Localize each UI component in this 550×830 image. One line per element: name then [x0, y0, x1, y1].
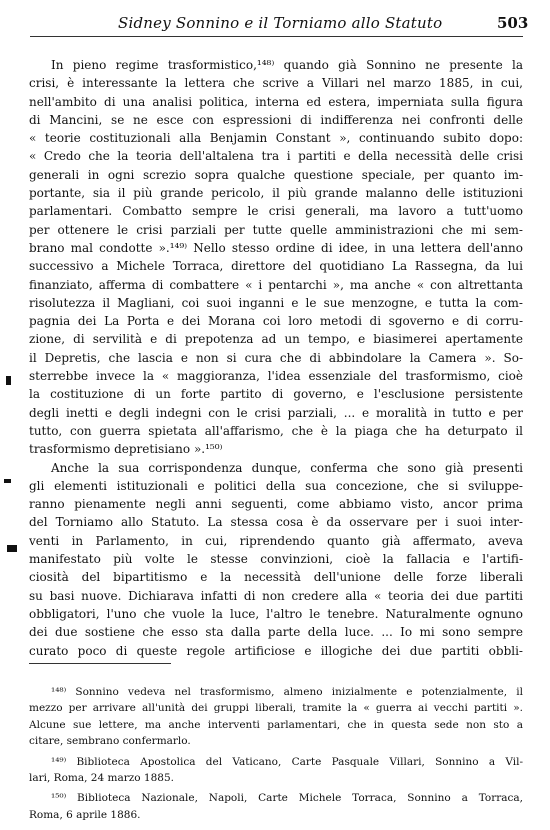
body-line: degli inetti e degli indegni con le crisi parziali, ... e moralità in tutto e per [29, 405, 523, 420]
footnote-line: lari, Roma, 24 marzo 1885. [29, 771, 174, 784]
margin-mark [7, 545, 17, 552]
body-line: generali in ogni screzio sopra qualche questione speciale, per quanto im- [29, 167, 523, 182]
margin-mark [6, 376, 11, 385]
body-line: ranno pienamente negli anni seguenti, come abbiamo visto, ancor prima [29, 497, 523, 512]
body-line: tutto, con guerra spietata all'affarismo, che è la piaga che ha deturpato il [29, 423, 523, 438]
margin-mark [4, 479, 11, 483]
body-line: Anche la sua corrispondenza dunque, conferma che sono già presenti [51, 460, 523, 475]
footnote-line: ¹⁵⁰⁾ Biblioteca Nazionale, Napoli, Carte Michele Torraca, Sonnino a Torraca, [51, 792, 523, 805]
running-title: Sidney Sonnino e il Torniamo allo Statuto [118, 14, 443, 32]
body-line: successivo a Michele Torraca, direttore del quotidiano La Rassegna, da lui [29, 259, 523, 274]
body-line: risolutezza il Magliani, coi suoi inganni e le sue menzogne, e tutta la com- [29, 295, 523, 310]
body-line: gli elementi istituzionali e politici della sua concezione, che si sviluppe- [29, 478, 523, 493]
footnote-line: citare, sembrano confermarlo. [29, 735, 191, 748]
body-line: crisi, è interessante la lettera che scrive a Villari nel marzo 1885, in cui, [29, 76, 523, 91]
footnote-line: ¹⁴⁹⁾ Biblioteca Apostolica del Vaticano, Carte Pasquale Villari, Sonnino a Vil- [51, 755, 523, 768]
body-line: brano mal condotte ».¹⁴⁹⁾ Nello stesso ordine di idee, in una lettera dell'anno [29, 240, 523, 255]
page-number: 503 [497, 14, 529, 32]
body-line: di Mancini, se ne esce con espressioni di indifferenza nei confronti delle [29, 112, 523, 127]
body-line: nell'ambito di una analisi politica, interna ed estera, imperniata sulla figura [29, 94, 523, 109]
body-line: dei due sostiene che esso sta dalla parte della luce. ... Io mi sono sempre [29, 625, 523, 640]
body-line: manifestato più volte le stesse convinzioni, cioè la fallacia e l'artifi- [29, 552, 523, 567]
body-line: « Credo che la teoria dell'altalena tra i partiti e della necessità delle crisi [29, 149, 523, 164]
page-header [0, 0, 550, 32]
body-line: « teorie costituzionali alla Benjamin Constant », continuando subito dopo: [29, 131, 523, 146]
body-line: il Depretis, che lascia e non si cura che di abbindolare la Camera ». So- [29, 350, 523, 365]
footnotes [29, 684, 523, 823]
body-line: finanziato, afferma di combattere « i pentarchi », ma anche « con altrettanta [29, 277, 523, 292]
footnote-rule [29, 663, 171, 664]
body-line: obbligatori, l'uno che vuole la luce, l'altro le tenebre. Naturalmente ognuno [29, 606, 523, 621]
body-line: zione, di servilità e di prepotenza ad un tempo, e biasimerei apertamente [29, 332, 523, 347]
body-line: pagnia dei La Porta e dei Morana coi loro metodi di sgoverno e di corru- [29, 314, 523, 329]
body-line: per ottenere le crisi parziali per tutte quelle amministrazioni che mi sem- [29, 222, 523, 237]
body-line: trasformismo depretisiano ».¹⁵⁰⁾ [29, 442, 223, 457]
body-line: sterrebbe invece la « maggioranza, l'idea essenziale del trasformismo, cioè [29, 369, 523, 384]
footnote-line: Roma, 6 aprile 1886. [29, 808, 141, 821]
footnote-line: ¹⁴⁸⁾ Sonnino vedeva nel trasformismo, almeno inizialmente e potenzialmente, il [51, 686, 523, 698]
body-line: curato poco di queste regole artificiose e illogiche dei due partiti obbli- [29, 643, 523, 658]
body-line: del Torniamo allo Statuto. La stessa cosa è da osservare per i suoi inter- [29, 515, 523, 530]
body-line: venti in Parlamento, in cui, riprendendo quanto già affermato, aveva [29, 533, 523, 548]
footnote-line: mezzo per arrivare all'unità dei gruppi liberali, tramite la « guerra ai vecchi partiti ». [29, 702, 523, 715]
body-line: ciosità del bipartitismo e la necessità dell'unione delle forze liberali [29, 570, 523, 585]
body-line: parlamentari. Combatto sempre le crisi generali, ma lavoro a tutt'uomo [29, 204, 523, 219]
body-line: la costituzione di un forte partito di governo, e l'esclusione persistente [29, 387, 523, 402]
body-line: In pieno regime trasformistico,¹⁴⁸⁾ quando già Sonnino ne presente la [51, 58, 523, 72]
body-line: portante, sia il più grande pericolo, il più grande malanno delle istituzioni [29, 186, 523, 201]
footnote-line: Alcune sue lettere, ma anche interventi parlamentari, che in questa sede non sto a [29, 718, 523, 731]
body-text [29, 56, 523, 660]
body-line: su basi nuove. Dichiarava infatti di non credere alla « teoria dei due partiti [29, 588, 523, 603]
header-rule [30, 36, 523, 37]
